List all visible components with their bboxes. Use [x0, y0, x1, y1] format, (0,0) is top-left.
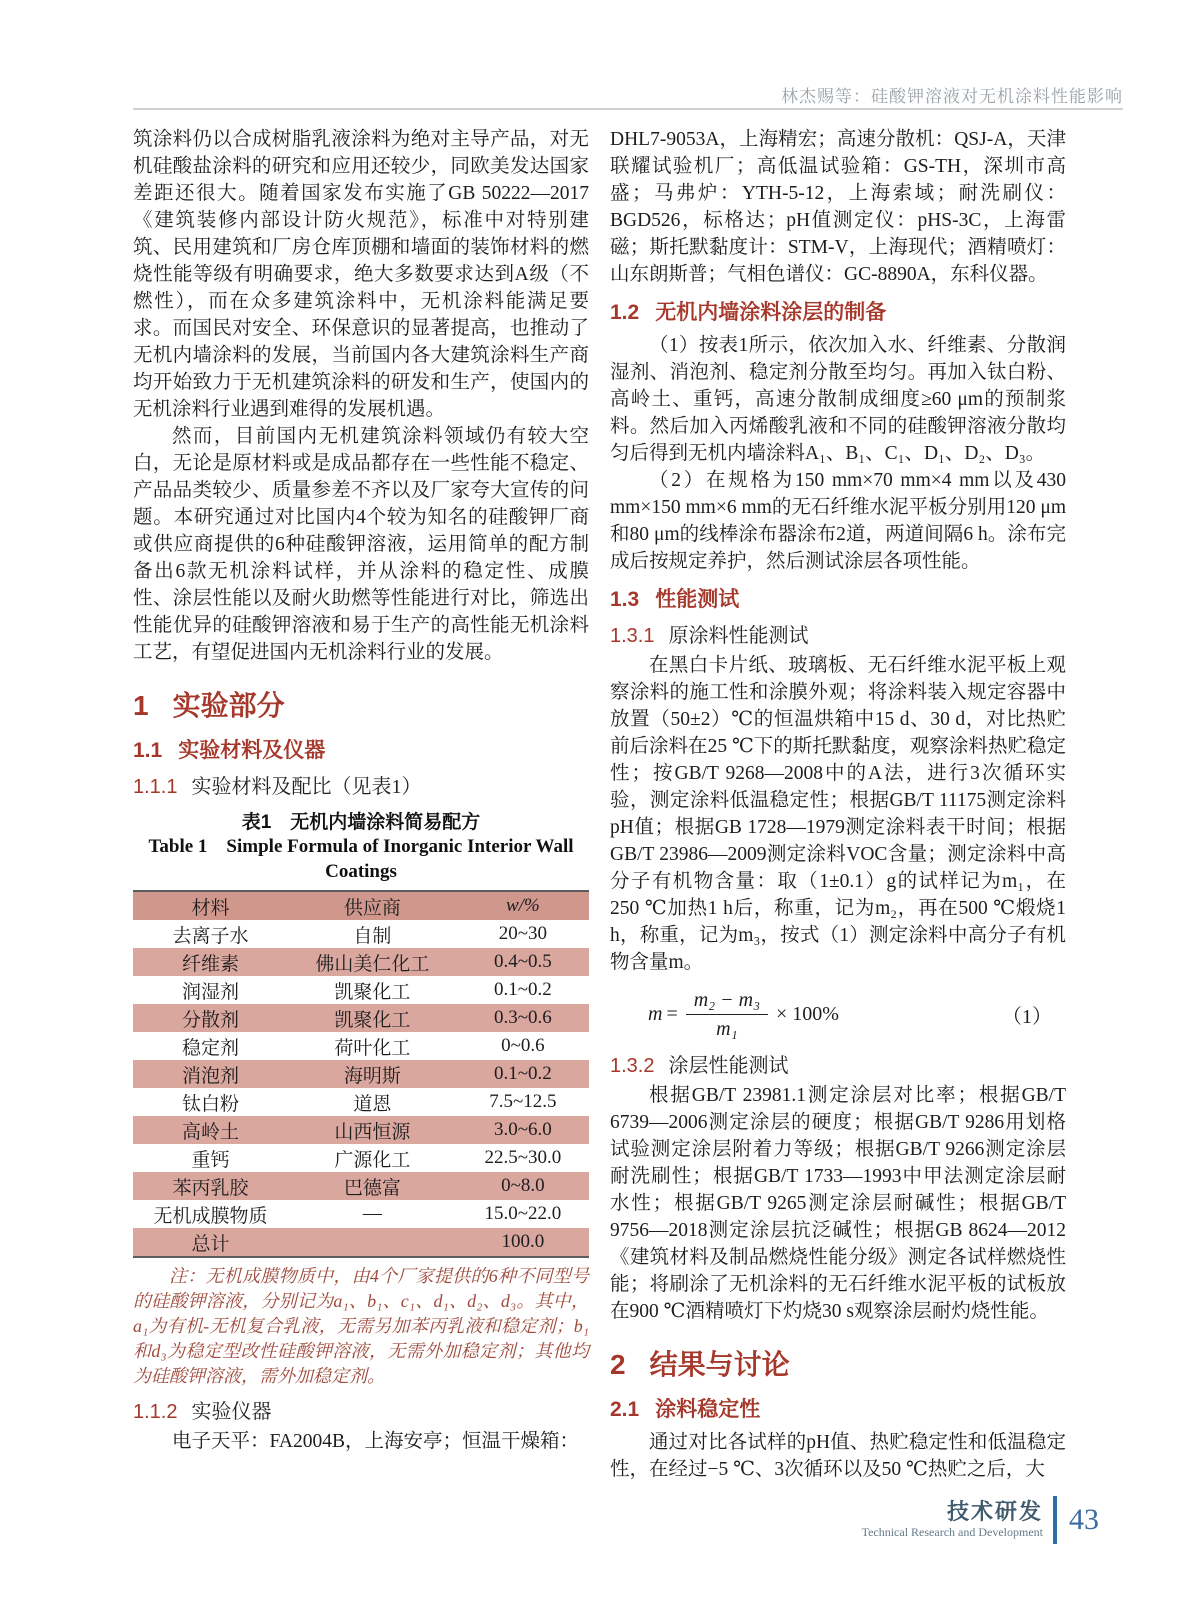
table-row — [133, 1116, 589, 1144]
paragraph: 电子天平：FA2004B，上海安亭；恒温干燥箱： — [172, 1431, 579, 1452]
section-title: 涂层性能测试 — [668, 1055, 789, 1077]
table-caption-cn: 表1 无机内墙涂料简易配方 — [241, 812, 481, 833]
cell-supplier — [288, 1228, 457, 1257]
table-row-total — [133, 1228, 589, 1257]
section-number: 1.3 — [610, 588, 640, 611]
paragraph: 然而，目前国内无机建筑涂料领域仍有较大空白，无论是原材料或是成品都存在一些性能不稳定、产品品类较少、质量参差不齐以及厂家夸大宣传的问题。本研究通过对比国内4个较为知名的硅酸钾厂商或供应商提供的6种硅酸钾溶液，运用简单的配方制备出6款无机涂料试样，并从涂料的稳定性、成膜性、涂层性能以及耐火助燃等性能进行对比，筛选出性能优异的硅酸钾溶液和易于生产的高性能无机涂料工艺，有望促进国内无机涂料行业的发展。 — [133, 426, 589, 663]
table-row — [133, 1004, 589, 1032]
subsection-heading-1-2 — [610, 296, 1066, 326]
running-head: 林杰赐等：硅酸钾溶液对无机涂料性能影响 — [781, 87, 1123, 106]
footer-divider — [1053, 1496, 1057, 1544]
footer-section-cn: 技术研发 — [946, 1499, 1043, 1524]
equation-equals: = — [666, 1003, 678, 1025]
column-header-weight: w/% — [505, 895, 540, 916]
section-number: 1.3.2 — [610, 1055, 655, 1077]
table-row — [133, 1172, 589, 1200]
fraction-denominator: m₁ — [716, 1018, 738, 1040]
paragraph: DHL7-9053A，上海精宏；高速分散机：QSJ-A，天津联耀试验机厂；高低温试验箱：GS-TH，深圳市高盛；马弗炉：YTH-5-12，上海索域；耐洗刷仪：BGD526，标格达；pH值测定仪：pHS-3C，上海雷磁；斯托默黏度计：STM-V，上海现代；酒精喷灯：山东朗斯普；气相色谱仪：GC-8890A，东科仪器。 — [610, 129, 1066, 285]
section-number: 1.1 — [133, 739, 163, 762]
subsection-heading-1-3 — [610, 583, 1066, 613]
subsection-heading-2-1 — [610, 1393, 1066, 1423]
cell-weight: 3.0~6.0 — [493, 1119, 552, 1140]
cell-supplier: 自制 — [353, 925, 392, 947]
section-number: 2 — [610, 1349, 626, 1380]
paragraph: 筑涂料仍以合成树脂乳液涂料为绝对主导产品，对无机硅酸盐涂料的研究和应用还较少，同欧美发达国家差距还很大。随着国家发布实施了GB 50222—2017《建筑装修内部设计防火规范》，标准中对特别建筑、民用建筑和厂房仓库顶棚和墙面的装饰材料的燃烧性能等级有明确要求，绝大多数要求达到A级（不燃性），而在众多建筑涂料中，无机涂料能满足要求。而国民对安全、环保意识的显著提高，也推动了无机内墙涂料的发展，当前国内各大建筑涂料生产商均开始致力于无机建筑涂料的研发和生产，使国内的无机涂料行业遇到难得的发展机遇。 — [133, 129, 589, 420]
table-row — [133, 1088, 589, 1116]
page-footer — [862, 1496, 1099, 1544]
cell-weight: 0.3~0.6 — [493, 1007, 552, 1028]
section-title: 涂料稳定性 — [655, 1398, 761, 1421]
table-row — [133, 1144, 589, 1172]
cell-supplier: 凯聚化工 — [334, 1009, 411, 1031]
section-heading-1 — [133, 684, 589, 724]
paragraph: 根据GB/T 23981.1测定涂层对比率；根据GB/T 6739—2006测定涂层的硬度；根据GB/T 9286用划格试验测定涂层附着力等级；根据GB/T 9266测定涂层耐洗刷性；根据GB/T 1733—1993中甲法测定涂层耐水性；根据GB/T 9265测定涂层耐碱性；根据GB/T 9756—2018测定涂层抗泛碱性；根据GB 8624—2012《建筑材料及制品燃烧性能分级》测定各试样燃烧性能；将刷涂了无机涂料的无石纤维水泥平板的试板放在900 ℃酒精喷灯下灼烧30 s观察涂层耐灼烧性能。 — [610, 1085, 1066, 1322]
table-row — [133, 920, 589, 948]
footer-section-labels — [862, 1500, 1043, 1540]
table-row — [133, 1060, 589, 1088]
cell-material: 消泡剂 — [182, 1065, 240, 1087]
section-number: 1.1.2 — [133, 1401, 178, 1423]
cell-material: 润湿剂 — [182, 981, 240, 1003]
equation-1 — [610, 988, 1066, 1041]
cell-supplier: — — [362, 1203, 382, 1224]
cell-material: 总计 — [191, 1233, 230, 1255]
equation-number: （1） — [1002, 1006, 1052, 1028]
column-header-supplier: 供应商 — [343, 897, 401, 919]
column-header-material: 材料 — [191, 897, 230, 919]
cell-weight: 0.1~0.2 — [493, 979, 552, 1000]
cell-weight: 20~30 — [498, 923, 548, 944]
section-title: 实验材料及配比（见表1） — [191, 776, 422, 798]
cell-weight: 0~8.0 — [501, 1175, 545, 1196]
footer-section-en: Technical Research and Development — [861, 1525, 1043, 1539]
cell-weight: 100.0 — [501, 1231, 545, 1252]
cell-material: 纤维素 — [182, 953, 240, 975]
table-note: 注：无机成膜物质中，由4个厂家提供的6种不同型号的硅酸钾溶液，分别记为a₁、b₁、c₁、d₁、d₂、d₃。其中，a₁为有机-无机复合乳液，无需另加苯丙乳液和稳定剂；b₁和d₃为稳定型改性硅酸钾溶液，无需外加稳定剂；其他均为硅酸钾溶液，需外加稳定剂。 — [133, 1266, 589, 1386]
table-caption-en-line2: Coatings — [325, 861, 397, 882]
section-title: 原涂料性能测试 — [668, 625, 809, 647]
fraction-numerator: m₂ − m₃ — [686, 988, 768, 1015]
paragraph: 在黑白卡片纸、玻璃板、无石纤维水泥平板上观察涂料的施工性和涂膜外观；将涂料装入规定容器中放置（50±2）℃的恒温烘箱中15 d、30 d，对比热贮前后涂料在25 ℃下的斯托默黏度，观察涂料热贮稳定性；按GB/T 9268—2008中的A法，进行3次循环实验，测定涂料低温稳定性；根据GB/T 11175测定涂料pH值；根据GB 1728—1979测定涂料表干时间；根据GB/T 23986—2009测定涂料VOC含量；测定涂料中高分子有机物含量：取（1±0.1）g的试样记为m₁，在250 ℃加热1 h后，称重，记为m₂，再在500 ℃煅烧1 h，称重，记为m₃，按式（1）测定涂料中高分子有机物含量m。 — [610, 655, 1066, 973]
cell-supplier: 荷叶化工 — [334, 1037, 411, 1059]
page-number: 43 — [1069, 1503, 1099, 1536]
table-caption-en — [133, 834, 589, 884]
equation-fraction — [686, 988, 768, 1041]
equation-lhs: m — [648, 1003, 663, 1025]
cell-material: 无机成膜物质 — [153, 1205, 268, 1227]
table-caption-en-line1: Table 1 Simple Formula of Inorganic Interior Wall — [148, 836, 574, 857]
table-header-row — [133, 891, 589, 920]
section-title: 结果与讨论 — [649, 1349, 790, 1380]
section-number: 1.1.1 — [133, 776, 178, 798]
table-row — [133, 1032, 589, 1060]
formula-table — [133, 890, 589, 1258]
cell-weight: 0.1~0.2 — [493, 1063, 552, 1084]
cell-weight: 7.5~12.5 — [489, 1091, 557, 1112]
section-number: 1.2 — [610, 301, 640, 324]
cell-material: 高岭土 — [182, 1121, 240, 1143]
paragraph: 通过对比各试样的pH值、热贮稳定性和低温稳定性，在经过−5 ℃、3次循环以及50 ℃热贮之后，大 — [610, 1432, 1066, 1480]
cell-supplier: 道恩 — [353, 1093, 392, 1115]
cell-supplier: 佛山美仁化工 — [315, 953, 430, 975]
section-heading-2 — [610, 1343, 1066, 1383]
subsection-heading-1-3-1 — [610, 619, 1066, 648]
section-title: 实验材料及仪器 — [178, 739, 326, 762]
cell-supplier: 凯聚化工 — [334, 981, 411, 1003]
section-number: 1 — [133, 690, 149, 721]
cell-material: 稳定剂 — [182, 1037, 240, 1059]
section-number: 1.3.1 — [610, 625, 655, 647]
cell-weight: 22.5~30.0 — [484, 1147, 562, 1168]
cell-weight: 0.4~0.5 — [493, 951, 552, 972]
paragraph: （1）按表1所示，依次加入水、纤维素、分散润湿剂、消泡剂、稳定剂分散至均匀。再加入钛白粉、高岭土、重钙，高速分散制成细度≥60 μm的预制浆料。然后加入丙烯酸乳液和不同的硅酸钾溶液分散均匀后得到无机内墙涂料A₁、B₁、C₁、D₁、D₂、D₃。 — [610, 335, 1066, 464]
left-column — [133, 126, 589, 1483]
header-rule — [133, 108, 1123, 110]
table-row — [133, 1200, 589, 1228]
cell-material: 钛白粉 — [182, 1093, 240, 1115]
section-title: 性能测试 — [655, 588, 740, 611]
section-title: 实验仪器 — [191, 1401, 272, 1423]
cell-material: 分散剂 — [182, 1009, 240, 1031]
cell-material: 重钙 — [191, 1149, 230, 1171]
two-column-body — [133, 126, 1066, 1483]
cell-supplier: 山西恒源 — [334, 1121, 411, 1143]
section-title: 无机内墙涂料涂层的制备 — [655, 301, 887, 324]
cell-material: 去离子水 — [172, 925, 249, 947]
cell-weight: 0~0.6 — [501, 1035, 545, 1056]
section-number: 2.1 — [610, 1398, 640, 1421]
table-row — [133, 948, 589, 976]
cell-weight: 15.0~22.0 — [484, 1203, 562, 1224]
subsection-heading-1-1 — [133, 734, 589, 764]
section-title: 实验部分 — [172, 690, 285, 721]
cell-material: 苯丙乳胶 — [172, 1177, 249, 1199]
cell-supplier: 海明斯 — [343, 1065, 401, 1087]
subsection-heading-1-1-1 — [133, 770, 589, 799]
subsection-heading-1-1-2 — [133, 1395, 589, 1424]
paragraph: （2）在规格为150 mm×70 mm×4 mm以及430 mm×150 mm×6 mm的无石纤维水泥平板分别用120 μm和80 μm的线棒涂布器涂布2道，两道间隔6 h。涂布完成后按规定养护，然后测试涂层各项性能。 — [610, 470, 1066, 572]
cell-supplier: 广源化工 — [334, 1149, 411, 1171]
table-row — [133, 976, 589, 1004]
cell-supplier: 巴德富 — [343, 1177, 401, 1199]
equation-tail: × 100% — [776, 1003, 839, 1025]
right-column — [610, 126, 1066, 1483]
subsection-heading-1-3-2 — [610, 1049, 1066, 1078]
